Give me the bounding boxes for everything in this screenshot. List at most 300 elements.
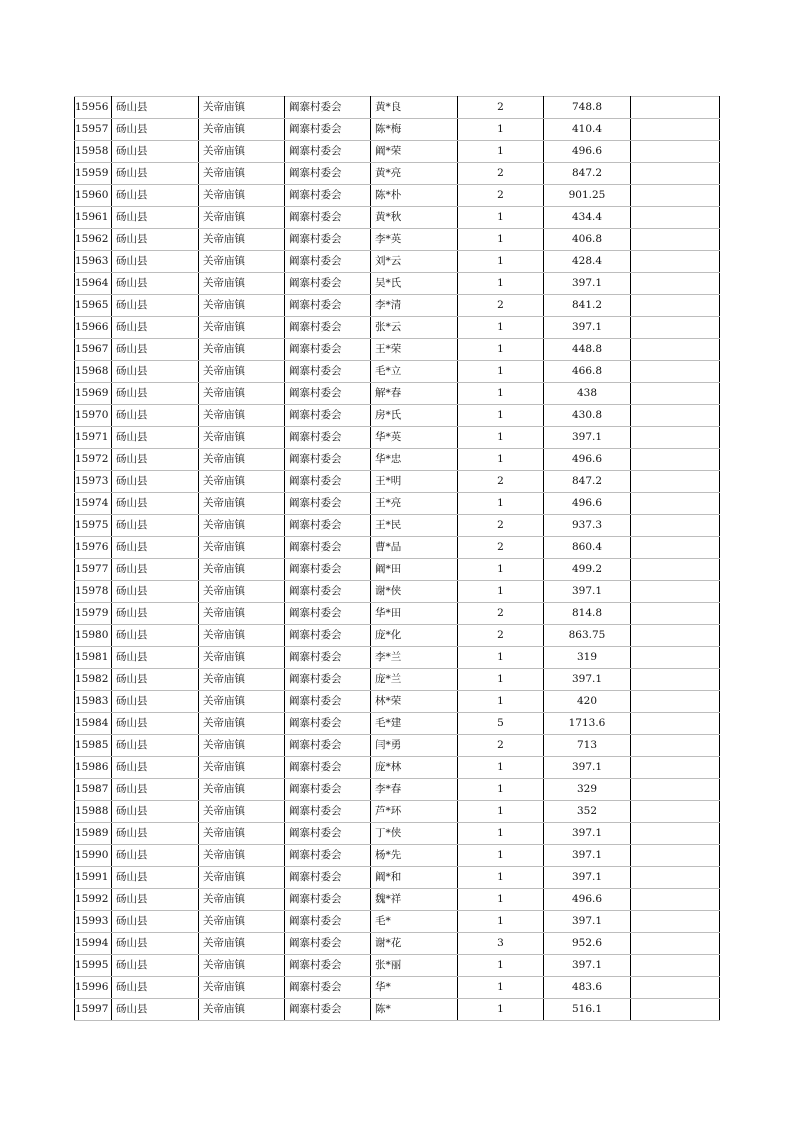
cell-county: 砀山县 (112, 97, 199, 119)
cell-county: 砀山县 (112, 625, 199, 647)
cell-name: 毛*建 (371, 713, 458, 735)
table-row (75, 537, 720, 559)
cell-serial-number: 15994 (75, 933, 112, 955)
cell-amount: 319 (544, 647, 631, 669)
cell-serial-number: 15964 (75, 273, 112, 295)
cell-amount: 352 (544, 801, 631, 823)
cell-county: 砀山县 (112, 273, 199, 295)
cell-note (631, 691, 720, 713)
cell-household-count: 1 (458, 229, 544, 251)
cell-household-count: 2 (458, 163, 544, 185)
cell-town: 关帝庙镇 (199, 999, 285, 1021)
cell-serial-number: 15961 (75, 207, 112, 229)
cell-serial-number: 15993 (75, 911, 112, 933)
cell-village: 阚寨村委会 (285, 713, 371, 735)
cell-note (631, 537, 720, 559)
cell-serial-number: 15960 (75, 185, 112, 207)
cell-county: 砀山县 (112, 669, 199, 691)
table-row (75, 559, 720, 581)
cell-household-count: 2 (458, 537, 544, 559)
cell-town: 关帝庙镇 (199, 493, 285, 515)
cell-serial-number: 15962 (75, 229, 112, 251)
cell-amount: 496.6 (544, 449, 631, 471)
cell-note (631, 933, 720, 955)
cell-note (631, 229, 720, 251)
cell-county: 砀山县 (112, 383, 199, 405)
cell-household-count: 1 (458, 559, 544, 581)
cell-serial-number: 15995 (75, 955, 112, 977)
cell-county: 砀山县 (112, 339, 199, 361)
cell-county: 砀山县 (112, 229, 199, 251)
cell-note (631, 757, 720, 779)
cell-serial-number: 15988 (75, 801, 112, 823)
data-table (74, 96, 720, 1021)
cell-village: 阚寨村委会 (285, 889, 371, 911)
cell-amount: 397.1 (544, 427, 631, 449)
cell-town: 关帝庙镇 (199, 955, 285, 977)
table-row (75, 163, 720, 185)
cell-household-count: 1 (458, 317, 544, 339)
cell-serial-number: 15991 (75, 867, 112, 889)
cell-serial-number: 15979 (75, 603, 112, 625)
cell-serial-number: 15972 (75, 449, 112, 471)
cell-county: 砀山县 (112, 559, 199, 581)
cell-amount: 397.1 (544, 273, 631, 295)
table-row (75, 801, 720, 823)
cell-amount: 496.6 (544, 141, 631, 163)
cell-household-count: 1 (458, 823, 544, 845)
cell-amount: 428.4 (544, 251, 631, 273)
cell-serial-number: 15965 (75, 295, 112, 317)
cell-village: 阚寨村委会 (285, 735, 371, 757)
cell-note (631, 845, 720, 867)
cell-name: 曹*品 (371, 537, 458, 559)
cell-village: 阚寨村委会 (285, 999, 371, 1021)
cell-serial-number: 15959 (75, 163, 112, 185)
cell-name: 黄*良 (371, 97, 458, 119)
cell-note (631, 207, 720, 229)
cell-village: 阚寨村委会 (285, 119, 371, 141)
table-row (75, 735, 720, 757)
cell-town: 关帝庙镇 (199, 383, 285, 405)
cell-household-count: 5 (458, 713, 544, 735)
table-row (75, 361, 720, 383)
cell-household-count: 1 (458, 427, 544, 449)
cell-village: 阚寨村委会 (285, 823, 371, 845)
table-row (75, 97, 720, 119)
cell-household-count: 1 (458, 361, 544, 383)
cell-county: 砀山县 (112, 845, 199, 867)
cell-household-count: 1 (458, 889, 544, 911)
cell-village: 阚寨村委会 (285, 845, 371, 867)
cell-amount: 397.1 (544, 669, 631, 691)
table-row (75, 229, 720, 251)
cell-town: 关帝庙镇 (199, 977, 285, 999)
cell-household-count: 1 (458, 867, 544, 889)
cell-serial-number: 15963 (75, 251, 112, 273)
cell-village: 阚寨村委会 (285, 757, 371, 779)
cell-name: 庞*化 (371, 625, 458, 647)
cell-county: 砀山县 (112, 999, 199, 1021)
cell-town: 关帝庙镇 (199, 471, 285, 493)
cell-amount: 499.2 (544, 559, 631, 581)
cell-note (631, 493, 720, 515)
cell-village: 阚寨村委会 (285, 515, 371, 537)
cell-town: 关帝庙镇 (199, 405, 285, 427)
cell-village: 阚寨村委会 (285, 449, 371, 471)
cell-name: 庞*兰 (371, 669, 458, 691)
cell-village: 阚寨村委会 (285, 185, 371, 207)
table-row (75, 933, 720, 955)
cell-village: 阚寨村委会 (285, 493, 371, 515)
cell-town: 关帝庙镇 (199, 559, 285, 581)
cell-town: 关帝庙镇 (199, 669, 285, 691)
table-row (75, 581, 720, 603)
table-row (75, 625, 720, 647)
cell-household-count: 1 (458, 669, 544, 691)
cell-amount: 406.8 (544, 229, 631, 251)
cell-amount: 1713.6 (544, 713, 631, 735)
cell-name: 芦*环 (371, 801, 458, 823)
cell-note (631, 273, 720, 295)
cell-note (631, 735, 720, 757)
cell-name: 陈*朴 (371, 185, 458, 207)
cell-county: 砀山县 (112, 691, 199, 713)
cell-note (631, 163, 720, 185)
cell-household-count: 2 (458, 471, 544, 493)
cell-amount: 329 (544, 779, 631, 801)
cell-name: 李*清 (371, 295, 458, 317)
cell-town: 关帝庙镇 (199, 933, 285, 955)
cell-household-count: 1 (458, 691, 544, 713)
cell-town: 关帝庙镇 (199, 229, 285, 251)
cell-note (631, 977, 720, 999)
cell-amount: 483.6 (544, 977, 631, 999)
cell-name: 王*亮 (371, 493, 458, 515)
table-row (75, 141, 720, 163)
cell-amount: 397.1 (544, 867, 631, 889)
cell-note (631, 647, 720, 669)
cell-serial-number: 15976 (75, 537, 112, 559)
cell-name: 陈* (371, 999, 458, 1021)
cell-household-count: 1 (458, 977, 544, 999)
cell-household-count: 1 (458, 251, 544, 273)
cell-household-count: 2 (458, 185, 544, 207)
cell-note (631, 713, 720, 735)
table-row (75, 185, 720, 207)
cell-name: 张*丽 (371, 955, 458, 977)
cell-town: 关帝庙镇 (199, 823, 285, 845)
table-row (75, 911, 720, 933)
cell-name: 林*荣 (371, 691, 458, 713)
cell-county: 砀山县 (112, 801, 199, 823)
cell-county: 砀山县 (112, 823, 199, 845)
cell-name: 杨*先 (371, 845, 458, 867)
table-row (75, 427, 720, 449)
table-row (75, 779, 720, 801)
cell-serial-number: 15969 (75, 383, 112, 405)
cell-village: 阚寨村委会 (285, 779, 371, 801)
cell-name: 吴*氏 (371, 273, 458, 295)
cell-household-count: 2 (458, 295, 544, 317)
cell-name: 闫*勇 (371, 735, 458, 757)
cell-town: 关帝庙镇 (199, 735, 285, 757)
cell-village: 阚寨村委会 (285, 317, 371, 339)
table-row (75, 119, 720, 141)
cell-county: 砀山县 (112, 185, 199, 207)
cell-town: 关帝庙镇 (199, 779, 285, 801)
cell-county: 砀山县 (112, 119, 199, 141)
cell-note (631, 471, 720, 493)
cell-name: 华*英 (371, 427, 458, 449)
cell-household-count: 1 (458, 911, 544, 933)
cell-town: 关帝庙镇 (199, 647, 285, 669)
cell-serial-number: 15957 (75, 119, 112, 141)
cell-amount: 438 (544, 383, 631, 405)
cell-note (631, 185, 720, 207)
cell-county: 砀山县 (112, 933, 199, 955)
cell-town: 关帝庙镇 (199, 339, 285, 361)
cell-note (631, 317, 720, 339)
cell-county: 砀山县 (112, 603, 199, 625)
cell-town: 关帝庙镇 (199, 141, 285, 163)
cell-village: 阚寨村委会 (285, 141, 371, 163)
table-row (75, 449, 720, 471)
table-row (75, 845, 720, 867)
cell-serial-number: 15983 (75, 691, 112, 713)
cell-village: 阚寨村委会 (285, 537, 371, 559)
cell-village: 阚寨村委会 (285, 163, 371, 185)
cell-note (631, 889, 720, 911)
cell-name: 李*英 (371, 229, 458, 251)
cell-serial-number: 15997 (75, 999, 112, 1021)
cell-county: 砀山县 (112, 581, 199, 603)
cell-household-count: 1 (458, 339, 544, 361)
cell-household-count: 1 (458, 493, 544, 515)
cell-household-count: 2 (458, 97, 544, 119)
cell-household-count: 1 (458, 119, 544, 141)
table-row (75, 691, 720, 713)
cell-note (631, 823, 720, 845)
cell-town: 关帝庙镇 (199, 185, 285, 207)
cell-village: 阚寨村委会 (285, 867, 371, 889)
cell-amount: 397.1 (544, 845, 631, 867)
cell-serial-number: 15987 (75, 779, 112, 801)
cell-serial-number: 15966 (75, 317, 112, 339)
cell-town: 关帝庙镇 (199, 867, 285, 889)
cell-name: 谢*侠 (371, 581, 458, 603)
cell-name: 刘*云 (371, 251, 458, 273)
table-row (75, 603, 720, 625)
cell-town: 关帝庙镇 (199, 691, 285, 713)
cell-name: 解*春 (371, 383, 458, 405)
cell-household-count: 1 (458, 449, 544, 471)
cell-household-count: 1 (458, 999, 544, 1021)
table-row (75, 405, 720, 427)
cell-county: 砀山县 (112, 911, 199, 933)
cell-note (631, 339, 720, 361)
cell-note (631, 251, 720, 273)
cell-name: 华* (371, 977, 458, 999)
cell-name: 阚*田 (371, 559, 458, 581)
table-row (75, 515, 720, 537)
cell-county: 砀山县 (112, 779, 199, 801)
cell-amount: 847.2 (544, 471, 631, 493)
cell-serial-number: 15986 (75, 757, 112, 779)
cell-village: 阚寨村委会 (285, 691, 371, 713)
cell-amount: 496.6 (544, 493, 631, 515)
cell-town: 关帝庙镇 (199, 801, 285, 823)
cell-name: 华*田 (371, 603, 458, 625)
cell-county: 砀山县 (112, 449, 199, 471)
cell-household-count: 1 (458, 955, 544, 977)
cell-name: 丁*侠 (371, 823, 458, 845)
cell-county: 砀山县 (112, 295, 199, 317)
cell-note (631, 669, 720, 691)
cell-town: 关帝庙镇 (199, 119, 285, 141)
cell-amount: 410.4 (544, 119, 631, 141)
cell-village: 阚寨村委会 (285, 383, 371, 405)
cell-note (631, 449, 720, 471)
cell-town: 关帝庙镇 (199, 713, 285, 735)
table-row (75, 823, 720, 845)
table-row (75, 383, 720, 405)
cell-amount: 847.2 (544, 163, 631, 185)
cell-household-count: 1 (458, 273, 544, 295)
cell-village: 阚寨村委会 (285, 603, 371, 625)
cell-county: 砀山县 (112, 207, 199, 229)
cell-name: 王*荣 (371, 339, 458, 361)
table-row (75, 757, 720, 779)
cell-household-count: 1 (458, 647, 544, 669)
cell-serial-number: 15992 (75, 889, 112, 911)
table-row (75, 669, 720, 691)
table-row (75, 955, 720, 977)
cell-note (631, 119, 720, 141)
cell-household-count: 2 (458, 625, 544, 647)
cell-note (631, 801, 720, 823)
cell-village: 阚寨村委会 (285, 207, 371, 229)
cell-amount: 814.8 (544, 603, 631, 625)
cell-note (631, 911, 720, 933)
cell-name: 阚*荣 (371, 141, 458, 163)
cell-amount: 496.6 (544, 889, 631, 911)
cell-note (631, 779, 720, 801)
cell-amount: 466.8 (544, 361, 631, 383)
cell-amount: 420 (544, 691, 631, 713)
cell-village: 阚寨村委会 (285, 669, 371, 691)
cell-name: 房*氏 (371, 405, 458, 427)
cell-town: 关帝庙镇 (199, 515, 285, 537)
cell-village: 阚寨村委会 (285, 361, 371, 383)
cell-county: 砀山县 (112, 317, 199, 339)
cell-name: 谢*花 (371, 933, 458, 955)
cell-amount: 937.3 (544, 515, 631, 537)
cell-county: 砀山县 (112, 251, 199, 273)
cell-amount: 841.2 (544, 295, 631, 317)
cell-county: 砀山县 (112, 471, 199, 493)
cell-town: 关帝庙镇 (199, 207, 285, 229)
cell-town: 关帝庙镇 (199, 603, 285, 625)
table-row (75, 295, 720, 317)
cell-name: 魏*祥 (371, 889, 458, 911)
table-row (75, 889, 720, 911)
cell-village: 阚寨村委会 (285, 625, 371, 647)
cell-serial-number: 15985 (75, 735, 112, 757)
table-body (75, 97, 720, 1021)
cell-town: 关帝庙镇 (199, 449, 285, 471)
cell-note (631, 625, 720, 647)
cell-household-count: 3 (458, 933, 544, 955)
cell-town: 关帝庙镇 (199, 757, 285, 779)
cell-name: 庞*林 (371, 757, 458, 779)
cell-village: 阚寨村委会 (285, 933, 371, 955)
cell-note (631, 559, 720, 581)
cell-amount: 448.8 (544, 339, 631, 361)
table-row (75, 207, 720, 229)
cell-village: 阚寨村委会 (285, 955, 371, 977)
cell-serial-number: 15958 (75, 141, 112, 163)
table-row (75, 977, 720, 999)
cell-county: 砀山县 (112, 141, 199, 163)
table-row (75, 493, 720, 515)
cell-town: 关帝庙镇 (199, 911, 285, 933)
cell-town: 关帝庙镇 (199, 317, 285, 339)
table-row (75, 251, 720, 273)
cell-amount: 713 (544, 735, 631, 757)
cell-household-count: 2 (458, 603, 544, 625)
cell-serial-number: 15956 (75, 97, 112, 119)
cell-note (631, 405, 720, 427)
cell-household-count: 2 (458, 735, 544, 757)
cell-town: 关帝庙镇 (199, 889, 285, 911)
cell-note (631, 383, 720, 405)
cell-household-count: 2 (458, 515, 544, 537)
cell-town: 关帝庙镇 (199, 427, 285, 449)
cell-amount: 434.4 (544, 207, 631, 229)
cell-town: 关帝庙镇 (199, 361, 285, 383)
cell-county: 砀山县 (112, 647, 199, 669)
cell-amount: 397.1 (544, 317, 631, 339)
cell-household-count: 1 (458, 779, 544, 801)
cell-serial-number: 15990 (75, 845, 112, 867)
cell-household-count: 1 (458, 383, 544, 405)
cell-note (631, 955, 720, 977)
cell-county: 砀山县 (112, 955, 199, 977)
cell-amount: 430.8 (544, 405, 631, 427)
cell-amount: 397.1 (544, 911, 631, 933)
cell-note (631, 295, 720, 317)
cell-name: 毛* (371, 911, 458, 933)
cell-serial-number: 15981 (75, 647, 112, 669)
cell-note (631, 97, 720, 119)
cell-serial-number: 15968 (75, 361, 112, 383)
table-row (75, 273, 720, 295)
cell-county: 砀山县 (112, 427, 199, 449)
table-row (75, 713, 720, 735)
cell-amount: 748.8 (544, 97, 631, 119)
cell-town: 关帝庙镇 (199, 845, 285, 867)
cell-name: 李*春 (371, 779, 458, 801)
cell-serial-number: 15975 (75, 515, 112, 537)
cell-amount: 397.1 (544, 823, 631, 845)
cell-county: 砀山县 (112, 163, 199, 185)
cell-note (631, 867, 720, 889)
cell-name: 李*兰 (371, 647, 458, 669)
table-row (75, 317, 720, 339)
cell-serial-number: 15973 (75, 471, 112, 493)
cell-county: 砀山县 (112, 889, 199, 911)
